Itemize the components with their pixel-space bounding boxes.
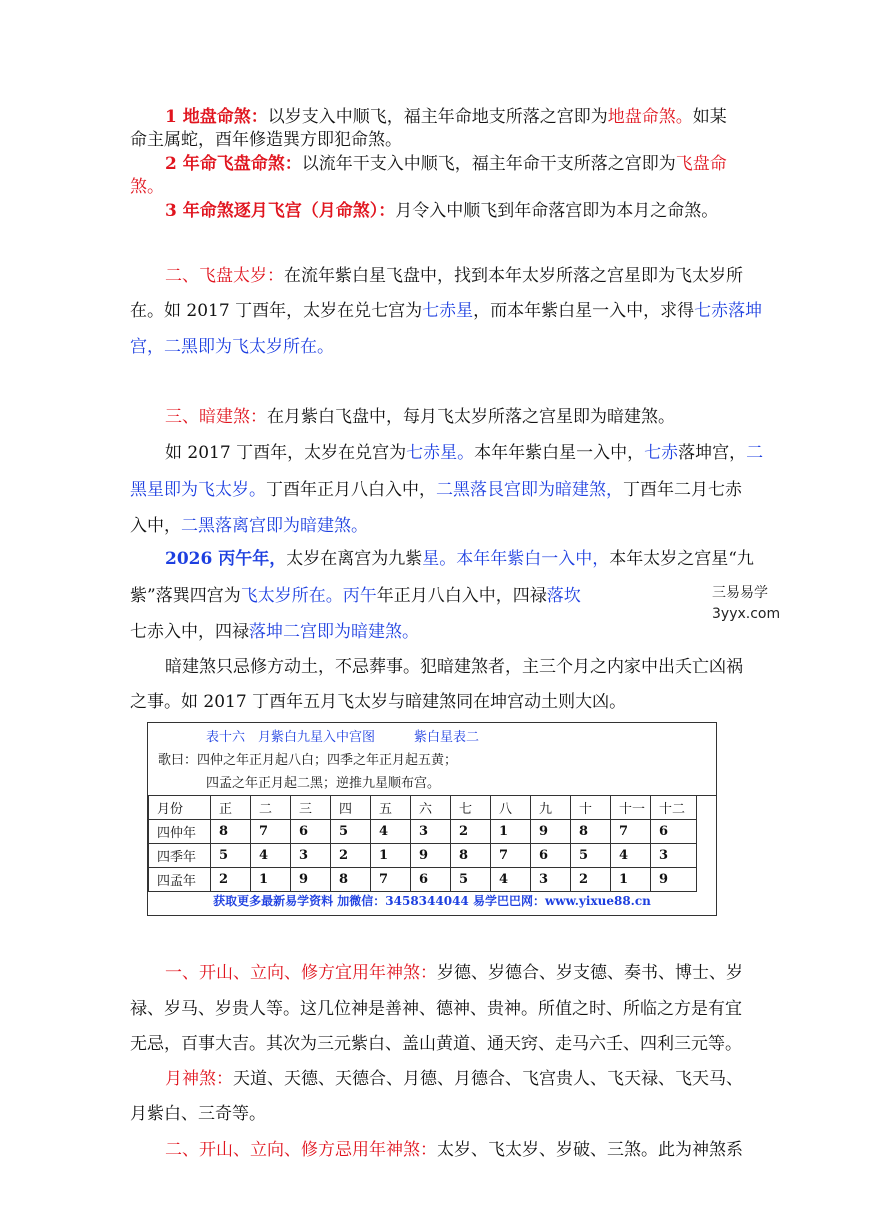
table-cell: 1 [611,868,651,892]
heading-favorable-gods [165,962,795,984]
table-cell: 6 [411,868,451,892]
text: 入中， [130,516,181,536]
table-header-cell: 十二 [651,796,697,820]
text: 在月紫白飞盘中，每月飞太岁所落之宫星即为暗建煞。 [267,407,675,427]
table-cell: 9 [651,868,697,892]
table-cell: 1 [251,868,291,892]
table-cell: 4 [611,844,651,868]
table-cell: 3 [411,820,451,844]
table-header-cell: 十 [571,796,611,820]
text: 七赤入中，四禄 [130,622,249,642]
text: 太岁在离宫为九紫 [286,549,423,569]
term: 七赤星 [422,301,474,321]
watermark-line2: 3yyx.com [712,606,781,622]
table-caption: 表十六 月紫白九星入中宫图 紫白星表二 [206,730,480,745]
table-row [149,844,697,868]
heading-label: 月神煞： [165,1069,233,1089]
table-cell: 7 [611,820,651,844]
para-line: 之事。如 2017 丁酉年五月飞太岁与暗建煞同在坤宫动土则大凶。 [130,692,627,712]
term: 二黑落艮宫即为暗建煞， [436,480,623,500]
table-row-label: 四仲年 [149,820,211,844]
term: 落坤二宫即为暗建煞。 [249,622,419,642]
table-cell: 3 [291,844,331,868]
term: 2026 丙午年， [165,549,287,569]
para-month-gods [165,1068,795,1090]
table-header-cell: 八 [491,796,531,820]
heading-label: 三、暗建煞： [165,407,267,427]
table-header-cell: 四 [331,796,371,820]
table-rhyme-2: 四孟之年正月起二黑；逆推九星顺布宫。 [206,776,441,791]
table-header-cell: 月份 [149,796,211,820]
table-cell: 3 [531,868,571,892]
table-rhyme-1: 歌曰：四仲之年正月起八白；四季之年正月起五黄； [158,753,458,768]
table-header-cell: 九 [531,796,571,820]
para-year-flying-sha [165,153,795,175]
para-line [130,621,795,643]
table-cell: 5 [211,844,251,868]
table-header-row [149,796,697,820]
text: 天道、天德、天德合、月德、月德合、飞宫贵人、飞天禄、飞天马、 [233,1069,743,1089]
text: 丁酉年正月八白入中， [266,480,436,500]
para-line: 命主属蛇，酉年修造巽方即犯命煞。 [130,130,402,150]
text: 如某 [692,107,727,127]
table-cell: 6 [291,820,331,844]
table-cell: 4 [371,820,411,844]
text: 落坤宫， [678,443,747,463]
term: 七赤落坤 [694,301,763,321]
table-cell: 3 [651,844,697,868]
text: 以岁支入中顺飞，福主年命地支所落之宫即为 [267,107,608,127]
term: 飞太岁所在。丙午 [240,586,377,606]
table-row-label: 四孟年 [149,868,211,892]
para-line: 煞。 [130,177,164,197]
term: 七赤 [644,443,679,463]
term-label: 1 地盘命煞： [165,107,268,127]
heading-label: 二、开山、立向、修方忌用年神煞： [165,1140,437,1160]
heading-label: 一、开山、立向、修方宜用年神煞： [165,963,437,983]
text: 本年太岁之宫星“九 [609,549,754,569]
table-cell: 7 [371,868,411,892]
table-row-label: 四季年 [149,844,211,868]
para-line [165,442,795,464]
table-header-cell: 正 [211,796,251,820]
table-cell: 4 [491,868,531,892]
para-line: 禄、岁马、岁贵人等。这几位神是善神、德神、贵神。所值之时、所临之方是有宜 [130,999,742,1019]
table-cell: 8 [331,868,371,892]
text: 在流年紫白星飞盘中，找到本年太岁所落之宫星即为飞太岁所 [284,266,743,286]
table-header-cell: 三 [291,796,331,820]
heading-label: 二、飞盘太岁： [165,266,284,286]
table-cell: 7 [251,820,291,844]
table-cell: 1 [371,844,411,868]
text: 月令入中顺飞到年命落宫即为本月之命煞。 [395,201,719,221]
table-caption-box [148,723,716,796]
table-cell: 9 [291,868,331,892]
text: 年正月八白入中，四禄 [376,586,547,606]
para-line: 暗建煞只忌修方动土，不忌葬事。犯暗建煞者，主三个月之内家中出夭亡凶祸 [165,657,743,677]
zibai-table [147,722,717,916]
watermark [712,583,792,625]
text: 紫”落巽四宫为 [130,586,241,606]
term: 二 [746,443,764,463]
para-line [130,479,795,501]
table-cell: 8 [211,820,251,844]
table-header-cell: 六 [411,796,451,820]
table-cell: 4 [251,844,291,868]
table-cell: 9 [531,820,571,844]
text: ，而本年紫白星一入中，求得 [473,301,695,321]
table-grid [148,795,697,892]
text: 太岁、飞太岁、岁破、三煞。此为神煞系 [437,1140,743,1160]
term-label: 3 年命煞逐月飞宫（月命煞）： [165,201,396,221]
heading-avoid-gods [165,1139,795,1161]
term: 地盘命煞。 [607,107,693,127]
table-cell: 5 [451,868,491,892]
term-label: 2 年命飞盘命煞： [165,154,302,174]
table-header-cell: 二 [251,796,291,820]
text: 丁酉年二月七赤 [623,480,742,500]
term: 落坎 [546,586,581,606]
table-cell: 2 [211,868,251,892]
table-cell: 8 [571,820,611,844]
term: 二黑落离宫即为暗建煞。 [181,516,368,536]
term: 黑星即为飞太岁。 [130,480,266,500]
para-month-life-sha [165,200,795,222]
para-line [130,300,795,322]
text: 以流年干支入中顺飞，福主年命干支所落之宫即为 [301,154,676,174]
heading-flying-taisui [165,265,795,287]
text: 岁德、岁德合、岁支德、奏书、博士、岁 [437,963,743,983]
table-header-cell: 七 [451,796,491,820]
table-cell: 2 [571,868,611,892]
text: 本年年紫白星一入中， [474,443,645,463]
watermark-line1: 三易易学 [712,585,768,601]
table-cell: 8 [451,844,491,868]
table-cell: 6 [531,844,571,868]
table-cell: 2 [331,844,371,868]
para-line [130,515,795,537]
table-cell: 2 [451,820,491,844]
term: 七赤星。 [406,443,475,463]
table-footer: 获取更多最新易学资料 加微信：3458344044 易学巴巴网：www.yixue88.cn [213,894,651,908]
table-cell: 9 [411,844,451,868]
heading-hidden-sha [165,406,795,428]
table-header-cell: 五 [371,796,411,820]
text: 如 2017 丁酉年，太岁在兑宫为 [165,443,407,463]
table-row [149,868,697,892]
term: 飞盘命 [675,154,727,174]
table-cell: 6 [651,820,697,844]
table-cell: 5 [331,820,371,844]
table-cell: 7 [491,844,531,868]
para-2026 [165,548,795,570]
text: 在。如 2017 丁酉年，太岁在兑七宫为 [130,301,423,321]
term: 星。本年年紫白一入中， [422,549,610,569]
para-line: 无忌，百事大吉。其次为三元紫白、盖山黄道、通天窍、走马六壬、四利三元等。 [130,1034,742,1054]
table-cell: 5 [571,844,611,868]
para-earth-life-sha [165,106,795,128]
table-cell: 1 [491,820,531,844]
table-header-cell: 十一 [611,796,651,820]
para-line: 宫，二黑即为飞太岁所在。 [130,337,334,357]
para-line: 月紫白、三奇等。 [130,1104,266,1124]
table-row [149,820,697,844]
